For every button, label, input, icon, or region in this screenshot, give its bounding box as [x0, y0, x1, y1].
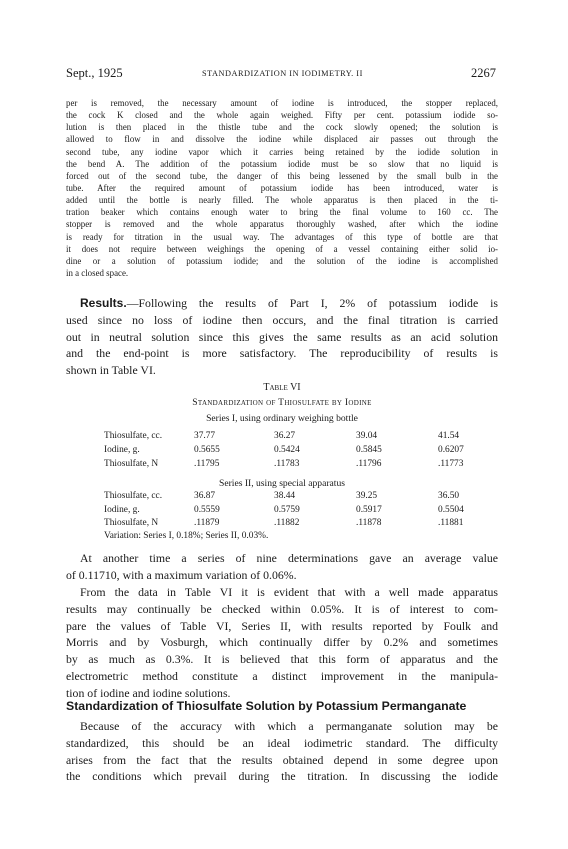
evidence-paragraph: [66, 584, 498, 702]
text-line: standardized, this should be an ideal iodimetric standard. The difficulty: [66, 735, 498, 750]
text-line: At another time a series of nine determinations gave an average value: [80, 551, 498, 565]
text-line: Because of the accuracy with which a permanganate solution may be: [80, 719, 498, 733]
table-cell: 39.04: [356, 431, 378, 441]
row-label: Iodine, g.: [104, 445, 140, 455]
header-date: Sept., 1925: [66, 66, 123, 80]
table-cell: 0.5845: [356, 445, 382, 455]
table-cell: .11773: [438, 459, 464, 469]
row-label: Thiosulfate, cc.: [104, 431, 163, 441]
results-paragraph: [66, 295, 498, 379]
table-cell: 36.50: [438, 491, 460, 501]
table-cell: 0.5759: [274, 505, 300, 515]
text-line: electrometric method constitute a distinct improvement in the manipula-: [66, 668, 498, 683]
running-header: [66, 66, 496, 84]
text-line: added until the bottle is nearly filled. The whole apparatus is then placed in the ti-: [66, 195, 498, 206]
row-label: Iodine, g.: [104, 505, 140, 515]
row-label: Thiosulfate, N: [104, 459, 159, 469]
row-label: Thiosulfate, N: [104, 518, 159, 528]
text-line: second tube, any iodine vapor which it carries being retained by the iodide solution in: [66, 146, 498, 157]
another-time-paragraph: [66, 550, 498, 584]
table-cell: .11879: [194, 518, 220, 528]
text-line: per is removed, the necessary amount of iodine is introduced, the stopper replaced,: [66, 98, 498, 108]
text-line: arises from the fact that the results obtained depend in some degree upon: [66, 752, 498, 767]
table-cell: .11881: [438, 518, 464, 528]
table-cell: 0.5559: [194, 505, 220, 515]
table-cell: .11796: [356, 459, 382, 469]
table-variation-note: Variation: Series I, 0.18%; Series II, 0.03%.: [104, 531, 269, 541]
text-line: From the data in Table VI it is evident that with a well made apparatus: [80, 585, 498, 599]
text-line: allowed to flow in and dissolve the iodine while displaced air passes out through the: [66, 134, 498, 145]
text-line: results may continually be checked within 0.05%. It is of interest to com-: [66, 601, 498, 616]
text-line: it does not require between weighings the opening of a vessel containing either solid io-: [66, 243, 498, 254]
table-cell: 0.6207: [438, 445, 464, 455]
table-cell: .11882: [274, 518, 300, 528]
table-cell: 0.5504: [438, 505, 464, 515]
text-line: dine or a solution of potassium iodide; and the solution of the iodine is accomplished: [66, 255, 498, 266]
text-line: tube. After the required amount of potassium iodide has been introduced, water is: [66, 182, 498, 193]
text-line: stopper is removed and the whole apparatus thoroughly washed, after which the iodine: [66, 219, 498, 230]
text-line: shown in Table VI.: [66, 363, 156, 378]
text-line: of 0.11710, with a maximum variation of 0.06%.: [66, 567, 297, 582]
table-cell: .11783: [274, 459, 300, 469]
text-line: pare the values of Table VI, Series II, with results reported by Foulk and: [66, 618, 498, 633]
table-cell: 41.54: [438, 431, 460, 441]
permanganate-paragraph: [66, 718, 498, 785]
text-line: tration beaker which contains enough water to bring the final volume to 160 cc. The: [66, 207, 498, 218]
apparatus-paragraph: [66, 97, 498, 279]
table-cell: 0.5424: [274, 445, 300, 455]
page-number: 2267: [471, 66, 496, 80]
text-line: the bend A. The addition of the potassium iodide must be so slow that no liquid is: [66, 158, 498, 169]
table-cell: 36.87: [194, 491, 216, 501]
table-title: Standardization of Thiosulfate by Iodine: [192, 397, 372, 408]
text-line: used since no loss of iodine then occurs, and the final titration is carried: [66, 312, 498, 327]
text-line: lution is then placed in the thistle tube and the cock slowly opened; the solution is: [66, 122, 498, 133]
text-line: forced out of the second tube, the danger of this being lessened by the small bulb in the: [66, 170, 498, 181]
table-number: Table VI: [263, 382, 301, 393]
series-2-label: Series II, using special apparatus: [218, 478, 345, 489]
table-cell: 37.77: [194, 431, 216, 441]
results-heading: Results.: [80, 296, 127, 310]
text-line: the cock K closed and the whole again weighed. Fifty per cent. potassium iodide so-: [66, 110, 498, 121]
row-label: Thiosulfate, cc.: [104, 491, 163, 501]
table-cell: 0.5917: [356, 505, 382, 515]
text-line: the conditions which prevail during the titration. In discussing the iodide: [66, 769, 498, 784]
table-cell: .11795: [194, 459, 220, 469]
table-cell: 38.44: [274, 491, 296, 501]
section-heading: Standardization of Thiosulfate Solution by Potassium Permanganate: [66, 699, 467, 713]
table-cell: 0.5655: [194, 445, 220, 455]
series-1-label: Series I, using ordinary weighing bottle: [206, 413, 358, 424]
table-cell: 39.25: [356, 491, 378, 501]
text-line: by as much as 0.3%. It is believed that this form of apparatus and the: [66, 652, 498, 667]
table-cell: 36.27: [274, 431, 296, 441]
text-line: [66, 295, 498, 312]
results-first-line: —Following the results of Part I, 2% of potassium iodide is: [126, 296, 498, 310]
table-cell: .11878: [356, 518, 382, 528]
text-line: tion of iodine and iodine solutions.: [66, 685, 231, 700]
text-line: out in neutral solution since this gives the same results as an acid solution: [66, 329, 498, 344]
text-line: Morris and by Vosburgh, which continually differ by 0.2% and sometimes: [66, 635, 498, 650]
text-line: is ready for titration in the usual way. The advantages of this type of bottle are that: [66, 231, 498, 242]
header-title: STANDARDIZATION IN IODIMETRY. II: [202, 69, 363, 78]
text-line: in a closed space.: [66, 267, 129, 278]
text-line: and the end-point is more satisfactory. The reproducibility of results is: [66, 346, 498, 361]
